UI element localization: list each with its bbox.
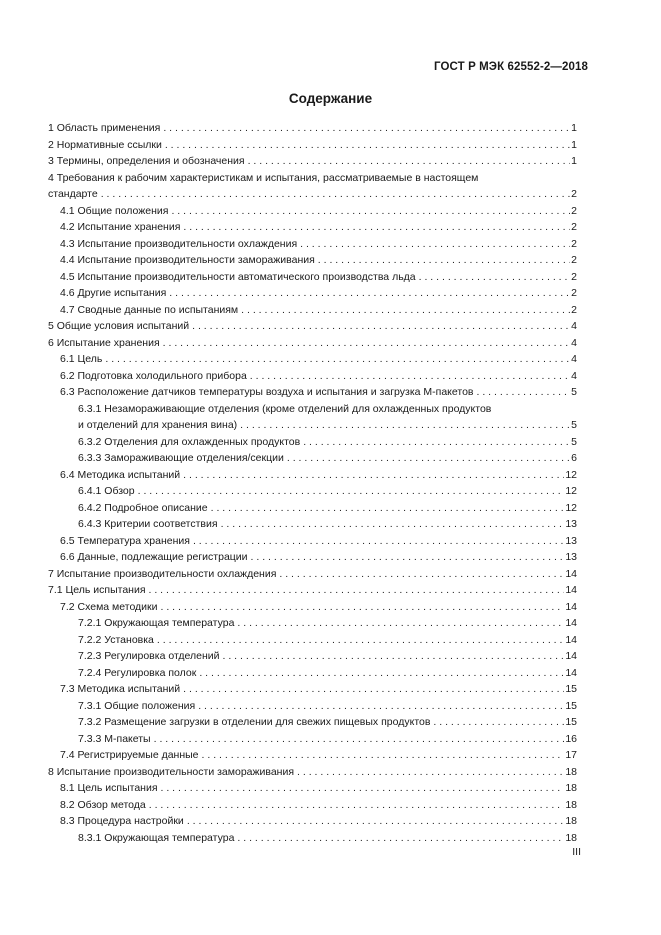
- toc-entry-page: 15: [565, 683, 577, 695]
- toc-entry-text: 6.3.3 Замораживающие отделения/секции: [78, 452, 284, 464]
- toc-entry-text: 8.3.1 Окружающая температура: [78, 831, 235, 844]
- document-code: ГОСТ Р МЭК 62552-2—2018: [434, 61, 588, 73]
- toc-entry-text: 6.6 Данные, подлежащие регистрации: [60, 551, 248, 563]
- toc-entry[interactable]: [48, 401, 577, 434]
- toc-entry[interactable]: [48, 153, 577, 170]
- table-of-contents: [48, 120, 577, 846]
- toc-entry-page: 2: [571, 188, 577, 200]
- leader-dots: [199, 665, 564, 682]
- toc-entry-text: 7.4 Регистрируемые данные: [60, 749, 199, 761]
- toc-entry[interactable]: [48, 434, 577, 451]
- leader-dots: [279, 566, 564, 583]
- toc-entry[interactable]: [48, 285, 577, 302]
- toc-entry-page: 5: [571, 435, 577, 448]
- toc-entry-text: 6.1 Цель: [60, 353, 103, 365]
- toc-entry[interactable]: [48, 665, 577, 682]
- leader-dots: [138, 483, 565, 500]
- toc-entry[interactable]: [48, 681, 577, 698]
- leader-dots: [163, 120, 570, 137]
- toc-entry-text: 4.1 Общие положения: [60, 204, 169, 217]
- leader-dots: [157, 632, 564, 649]
- toc-entry[interactable]: [48, 269, 577, 286]
- toc-entry[interactable]: [48, 714, 577, 731]
- toc-entry-page: 12: [565, 501, 577, 514]
- toc-entry-page: 2: [571, 270, 577, 283]
- toc-entry[interactable]: [48, 566, 577, 583]
- leader-dots: [101, 186, 570, 203]
- toc-entry[interactable]: [48, 648, 577, 665]
- toc-entry-text-line1: 4 Требования к рабочим характеристикам и испытания, рассматриваемые в настоящем: [48, 171, 479, 184]
- leader-dots: [237, 615, 564, 632]
- toc-entry[interactable]: [48, 137, 577, 154]
- toc-entry-text: 6.4 Методика испытаний: [60, 468, 181, 481]
- toc-entry-page: 13: [565, 551, 577, 563]
- leader-dots: [171, 203, 570, 220]
- leader-dots: [183, 219, 570, 236]
- leader-dots: [303, 434, 570, 451]
- toc-entry-text: 4.3 Испытание производительности охлаждения: [60, 237, 298, 250]
- toc-entry[interactable]: [48, 120, 577, 137]
- toc-entry-page: 1: [571, 122, 577, 134]
- leader-dots: [165, 137, 570, 154]
- toc-entry-text: 6.4.3 Критерии соответствия: [78, 518, 218, 530]
- toc-entry[interactable]: [48, 203, 577, 220]
- toc-entry[interactable]: [48, 516, 577, 533]
- leader-dots: [202, 747, 565, 764]
- leader-dots: [192, 318, 570, 335]
- leader-dots: [221, 516, 565, 533]
- toc-entry-text: 7.3.3 М-пакеты: [78, 732, 151, 745]
- leader-dots: [183, 681, 564, 698]
- toc-entry-page: 2: [571, 287, 577, 299]
- toc-entry-page: 12: [565, 485, 577, 497]
- toc-entry-text: 8.3 Процедура настройки: [60, 815, 184, 827]
- toc-entry-page: 4: [571, 353, 577, 365]
- toc-entry[interactable]: [48, 764, 577, 781]
- toc-entry-page: 17: [565, 749, 577, 761]
- toc-entry-text: 4.5 Испытание производительности автоматического производства льда: [60, 270, 416, 283]
- leader-dots: [211, 500, 565, 517]
- toc-entry-text: 8.1 Цель испытания: [60, 782, 158, 794]
- leader-dots: [240, 417, 570, 434]
- leader-dots: [193, 533, 564, 550]
- toc-entry-text: 3 Термины, определения и обозначения: [48, 155, 245, 167]
- toc-entry-text: 4.7 Сводные данные по испытаниям: [60, 303, 239, 316]
- toc-entry-page: 2: [571, 303, 577, 316]
- leader-dots: [241, 302, 570, 319]
- toc-entry-text: 7.2.1 Окружающая температура: [78, 617, 235, 629]
- leader-dots: [169, 285, 570, 302]
- toc-entry-page: 4: [571, 336, 577, 349]
- toc-entry[interactable]: [48, 533, 577, 550]
- toc-entry[interactable]: [48, 302, 577, 319]
- toc-entry-page: 14: [565, 600, 577, 613]
- toc-entry-page: 5: [571, 386, 577, 398]
- toc-entry-text: 7.2 Схема методики: [60, 600, 158, 613]
- toc-entry-text: 7.2.4 Регулировка полок: [78, 666, 197, 679]
- toc-entry-page: 12: [565, 468, 577, 481]
- toc-entry-text: 1 Область применения: [48, 122, 161, 134]
- toc-entry[interactable]: [48, 450, 577, 467]
- toc-entry[interactable]: [48, 747, 577, 764]
- toc-entry-text: 5 Общие условия испытаний: [48, 320, 190, 332]
- toc-entry-text: 8.2 Обзор метода: [60, 798, 146, 811]
- toc-entry-page: 1: [571, 155, 577, 167]
- leader-dots: [187, 813, 565, 830]
- page-number: III: [572, 846, 581, 858]
- toc-entry-page: 2: [571, 204, 577, 217]
- leader-dots: [237, 830, 564, 847]
- toc-entry[interactable]: [48, 384, 577, 401]
- leader-dots: [433, 714, 564, 731]
- toc-entry[interactable]: [48, 780, 577, 797]
- toc-entry-text: и отделений для хранения вина): [78, 419, 238, 431]
- toc-entry-text: 7.3.2 Размещение загрузки в отделении для свежих пищевых продуктов: [78, 716, 431, 728]
- toc-entry[interactable]: [48, 615, 577, 632]
- toc-entry-page: 14: [565, 666, 577, 679]
- toc-entry-text: 7.3.1 Общие положения: [78, 699, 196, 712]
- toc-entry-page: 14: [565, 584, 577, 596]
- toc-entry[interactable]: [48, 582, 577, 599]
- leader-dots: [154, 731, 565, 748]
- toc-entry-text: стандарте: [48, 188, 98, 200]
- toc-entry-text: 8 Испытание производительности замораживания: [48, 765, 295, 778]
- leader-dots: [477, 384, 571, 401]
- toc-entry-page: 18: [565, 782, 577, 794]
- toc-entry-page: 13: [565, 534, 577, 547]
- toc-entry-page: 14: [565, 617, 577, 629]
- toc-entry[interactable]: [48, 467, 577, 484]
- toc-entry-page: 15: [565, 716, 577, 728]
- toc-entry-page: 4: [571, 320, 577, 332]
- toc-entry-page: 18: [565, 798, 577, 811]
- toc-entry-text: 6 Испытание хранения: [48, 336, 160, 349]
- toc-entry-text: 4.2 Испытание хранения: [60, 221, 181, 233]
- toc-entry-text: 2 Нормативные ссылки: [48, 138, 162, 151]
- toc-entry-text: 7.3 Методика испытаний: [60, 683, 181, 695]
- leader-dots: [163, 335, 571, 352]
- toc-entry[interactable]: [48, 368, 577, 385]
- toc-entry-text: 6.4.2 Подробное описание: [78, 501, 208, 514]
- toc-entry[interactable]: [48, 170, 577, 203]
- toc-entry-page: 6: [571, 452, 577, 464]
- leader-dots: [248, 153, 571, 170]
- leader-dots: [419, 269, 571, 286]
- toc-entry-text: 7.2.3 Регулировка отделений: [78, 650, 220, 662]
- toc-entry[interactable]: [48, 335, 577, 352]
- toc-entry-page: 4: [571, 369, 577, 382]
- toc-entry[interactable]: [48, 318, 577, 335]
- toc-entry-text: 4.4 Испытание производительности замораживания: [60, 254, 315, 266]
- toc-entry-text: 6.4.1 Обзор: [78, 485, 135, 497]
- toc-entry-page: 18: [565, 815, 577, 827]
- toc-entry-text: 6.5 Температура хранения: [60, 534, 190, 547]
- leader-dots: [250, 368, 570, 385]
- toc-entry-page: 14: [565, 633, 577, 646]
- toc-entry[interactable]: [48, 632, 577, 649]
- toc-entry-text: 4.6 Другие испытания: [60, 287, 167, 299]
- toc-entry-text: 6.2 Подготовка холодильного прибора: [60, 369, 247, 382]
- toc-entry-page: 1: [571, 138, 577, 151]
- leader-dots: [198, 698, 564, 715]
- leader-dots: [287, 450, 570, 467]
- toc-entry-page: 14: [565, 567, 577, 580]
- toc-entry-page: 18: [565, 765, 577, 778]
- toc-entry[interactable]: [48, 797, 577, 814]
- toc-entry[interactable]: [48, 813, 577, 830]
- toc-entry[interactable]: [48, 698, 577, 715]
- leader-dots: [223, 648, 565, 665]
- toc-entry[interactable]: [48, 731, 577, 748]
- leader-dots: [183, 467, 564, 484]
- toc-entry[interactable]: [48, 351, 577, 368]
- toc-entry-page: 18: [565, 831, 577, 844]
- leader-dots: [149, 797, 565, 814]
- toc-title: Содержание: [288, 91, 373, 106]
- leader-dots: [161, 599, 565, 616]
- toc-entry-page: 15: [565, 699, 577, 712]
- toc-entry-page: 13: [565, 518, 577, 530]
- toc-entry-text: 7 Испытание производительности охлаждения: [48, 567, 277, 580]
- leader-dots: [161, 780, 565, 797]
- leader-dots: [300, 236, 570, 253]
- toc-entry[interactable]: [48, 830, 577, 847]
- toc-entry[interactable]: [48, 549, 577, 566]
- leader-dots: [318, 252, 570, 269]
- toc-entry-page: 2: [571, 221, 577, 233]
- toc-entry-page: 2: [571, 237, 577, 250]
- toc-entry-text: 6.3 Расположение датчиков температуры воздуха и испытания и загрузка М-пакетов: [60, 386, 474, 398]
- toc-entry[interactable]: [48, 219, 577, 236]
- toc-entry-page: 16: [565, 732, 577, 745]
- toc-entry[interactable]: [48, 236, 577, 253]
- leader-dots: [105, 351, 570, 368]
- leader-dots: [149, 582, 565, 599]
- toc-entry-text-line1: 6.3.1 Незамораживающие отделения (кроме отделений для охлажденных продуктов: [78, 402, 492, 415]
- toc-entry-page: 2: [571, 254, 577, 266]
- toc-entry[interactable]: [48, 252, 577, 269]
- toc-entry-page: 5: [571, 419, 577, 431]
- toc-entry[interactable]: [48, 599, 577, 616]
- toc-entry-text: 6.3.2 Отделения для охлажденных продуктов: [78, 435, 301, 448]
- leader-dots: [251, 549, 565, 566]
- toc-entry[interactable]: [48, 483, 577, 500]
- toc-entry[interactable]: [48, 500, 577, 517]
- toc-entry-page: 14: [565, 650, 577, 662]
- toc-entry-text: 7.1 Цель испытания: [48, 584, 146, 596]
- leader-dots: [297, 764, 564, 781]
- toc-entry-text: 7.2.2 Установка: [78, 633, 154, 646]
